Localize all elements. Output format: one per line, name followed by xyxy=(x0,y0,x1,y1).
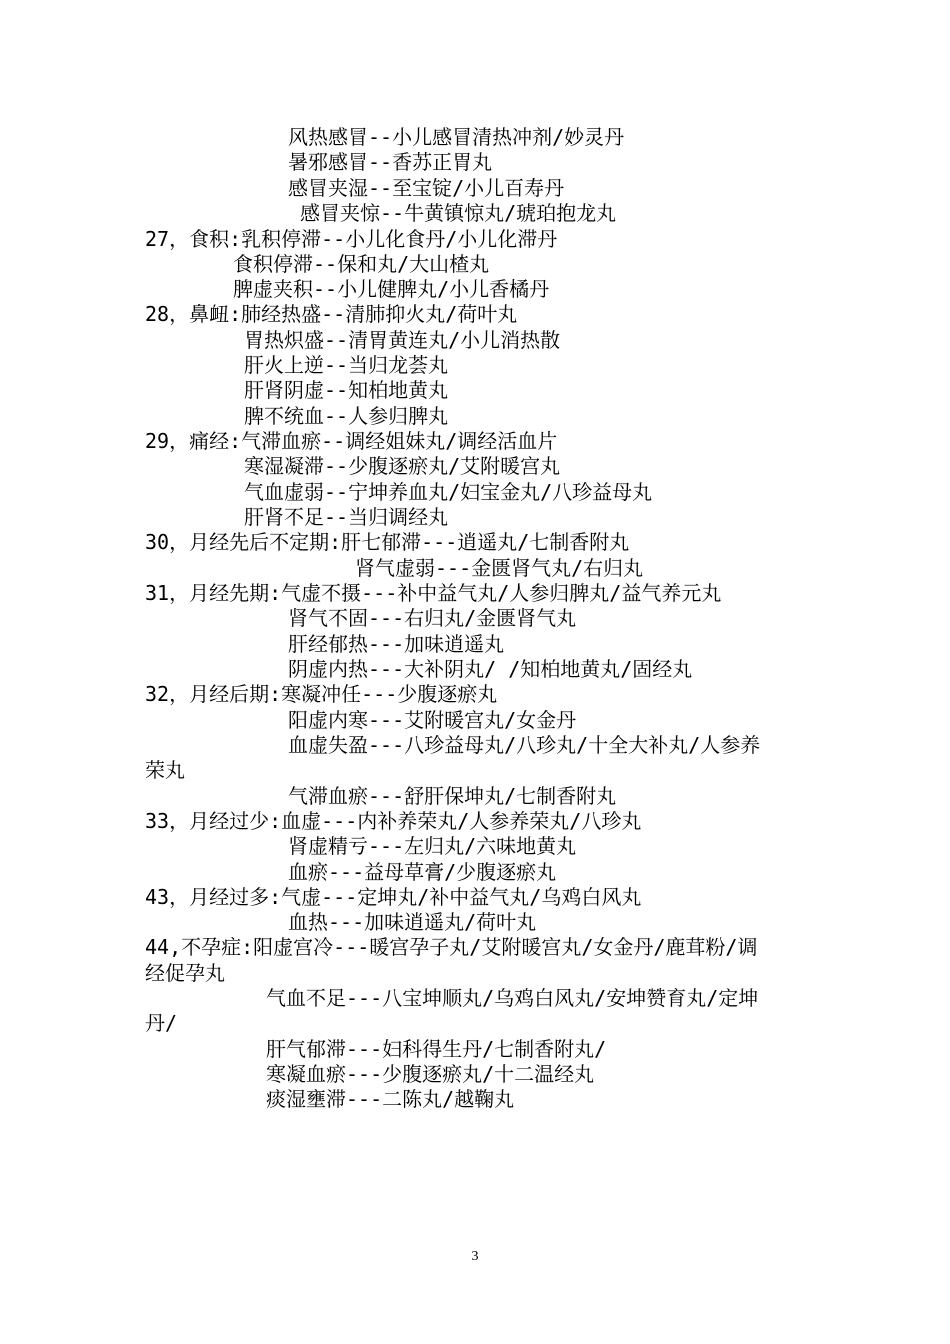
text-line: 寒湿凝滞--少腹逐瘀丸/艾附暖宫丸 xyxy=(244,454,561,478)
text-line: 肝经郁热---加味逍遥丸 xyxy=(288,632,505,656)
text-line: 43，月经过多:气虚---定坤丸/补中益气丸/乌鸡白风丸 xyxy=(145,885,642,909)
text-line: 肝肾阴虚--知柏地黄丸 xyxy=(244,378,449,402)
text-line: 29，痛经:气滞血瘀--调经姐妹丸/调经活血片 xyxy=(145,429,558,453)
text-line: 肾气不固---右归丸/金匮肾气丸 xyxy=(288,606,577,630)
text-line: 阳虚内寒---艾附暖宫丸/女金丹 xyxy=(288,708,577,732)
text-line: 30，月经先后不定期:肝七郁滞---逍遥丸/七制香附丸 xyxy=(145,530,630,554)
text-line: 44,不孕症:阳虚宫冷---暖宫孕子丸/艾附暖宫丸/女金丹/鹿茸粉/调 xyxy=(145,935,758,959)
text-line: 31，月经先期:气虚不摄---补中益气丸/人参归脾丸/益气养元丸 xyxy=(145,581,722,605)
text-line: 肾虚精亏---左归丸/六味地黄丸 xyxy=(288,834,577,858)
page-number: 3 xyxy=(471,1249,479,1264)
text-line: 气滞血瘀---舒肝保坤丸/七制香附丸 xyxy=(288,784,617,808)
text-line: 寒凝血瘀---少腹逐瘀丸/十二温经丸 xyxy=(266,1062,595,1086)
text-line: 胃热炽盛--清胃黄连丸/小儿消热散 xyxy=(244,328,561,352)
text-line: 暑邪感冒--香苏正胃丸 xyxy=(288,150,493,174)
text-line: 血瘀---益母草膏/少腹逐瘀丸 xyxy=(288,860,557,884)
text-line: 丹/ xyxy=(145,1011,178,1035)
text-line: 32，月经后期:寒凝冲任---少腹逐瘀丸 xyxy=(145,682,498,706)
text-line: 27，食积:乳积停滞--小儿化食丹/小儿化滞丹 xyxy=(145,227,558,251)
text-line: 血热---加味逍遥丸/荷叶丸 xyxy=(288,910,537,934)
text-line: 肝气郁滞---妇科得生丹/七制香附丸/ xyxy=(266,1037,607,1061)
text-line: 风热感冒--小儿感冒清热冲剂/妙灵丹 xyxy=(288,125,625,149)
text-line: 痰湿壅滞---二陈丸/越鞠丸 xyxy=(266,1087,515,1111)
text-line: 食积停滞--保和丸/大山楂丸 xyxy=(233,252,490,276)
text-line: 脾不统血--人参归脾丸 xyxy=(244,404,449,428)
text-line: 肝火上逆--当归龙荟丸 xyxy=(244,353,449,377)
text-line: 28，鼻衄:肺经热盛--清肺抑火丸/荷叶丸 xyxy=(145,302,518,326)
text-line: 肝肾不足--当归调经丸 xyxy=(244,505,449,529)
text-line: 肾气虚弱---金匮肾气丸/右归丸 xyxy=(355,556,644,580)
text-line: 脾虚夹积--小儿健脾丸/小儿香橘丹 xyxy=(233,277,550,301)
text-line: 荣丸 xyxy=(145,758,185,782)
text-line: 阴虚内热---大补阴丸/ /知柏地黄丸/固经丸 xyxy=(288,657,693,681)
text-line: 气血不足---八宝坤顺丸/乌鸡白风丸/安坤赞育丸/定坤 xyxy=(266,986,759,1010)
text-line: 感冒夹惊--牛黄镇惊丸/琥珀抱龙丸 xyxy=(300,201,617,225)
text-line: 感冒夹湿--至宝锭/小儿百寿丹 xyxy=(288,176,565,200)
text-line: 气血虚弱--宁坤养血丸/妇宝金丸/八珍益母丸 xyxy=(244,480,653,504)
text-line: 33，月经过少:血虚---内补养荣丸/人参养荣丸/八珍丸 xyxy=(145,809,642,833)
text-line: 血虚失盈---八珍益母丸/八珍丸/十全大补丸/人参养 xyxy=(288,733,761,757)
text-line: 经促孕丸 xyxy=(145,961,225,985)
